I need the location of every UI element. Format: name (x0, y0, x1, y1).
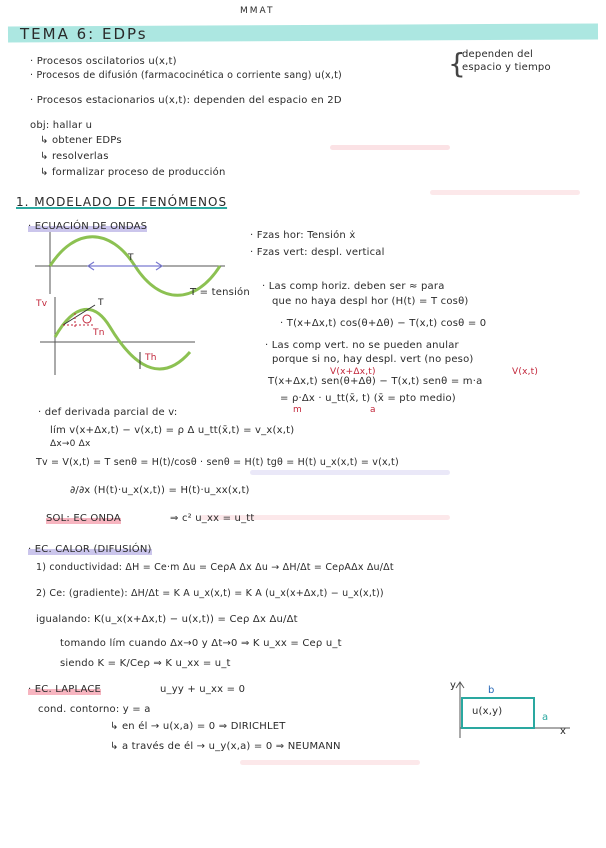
horizontal-components-2: que no haya despl hor (H(t) = T cosθ) (272, 296, 469, 307)
wave-solution-eq: ⇒ c² u_xx = u_tt (170, 513, 255, 524)
vertical-components-2: porque si no, hay despl. vert (no peso) (272, 354, 474, 365)
tension-figure-label-T: T (98, 298, 104, 308)
intro-sub-1: ↳ obtener EDPs (40, 135, 122, 146)
laplace-equation-label: · EC. LAPLACE (28, 684, 102, 695)
laplace-side-a: a (542, 712, 549, 723)
vertical-annotation-a: V(x+Δx,t) (330, 367, 376, 377)
bleed-through-stripe (330, 145, 450, 150)
wave-figure-label-T: T (128, 253, 134, 263)
boundary-neumann: ↳ a través de él → u_y(x,a) = 0 ⇒ NEUMANN (110, 741, 341, 752)
acceleration-marker: a (370, 405, 376, 415)
laplace-axis-y: y (450, 680, 457, 691)
vertical-components-1: · Las comp vert. no se pueden anular (265, 340, 459, 351)
intro-sub-3: ↳ formalizar proceso de producción (40, 167, 226, 178)
heat-step-1: 1) conductividad: ΔH = Ce·m Δu = CeρA Δx Δu → ΔH/Δt = CeρAΔx Δu/Δt (36, 562, 394, 573)
intro-line-oscillatory: · Procesos oscilatorios u(x,t) (30, 56, 177, 67)
heat-step-5: siendo K = K/Ceρ ⇒ K u_xx = u_t (60, 658, 231, 669)
tension-note: T = tensión (190, 287, 250, 298)
intro-line-stationary: · Procesos estacionarios u(x,t): dependen del espacio en 2D (30, 95, 342, 106)
bleed-through-stripe (240, 760, 420, 765)
intro-side-note-1: dependen del (462, 49, 534, 60)
laplace-equation: u_yy + u_xx = 0 (160, 684, 246, 695)
tension-figure-label-Th: Th (145, 353, 157, 363)
page-title: TEMA 6: EDPs (20, 25, 148, 43)
boundary-condition-intro: cond. contorno: y = a (38, 704, 151, 715)
tension-figure (35, 297, 200, 377)
header-tag: MMAT (240, 6, 275, 16)
vertical-balance-eq: T(x+Δx,t) sen(θ+Δθ) − T(x,t) senθ = m·a (268, 376, 483, 387)
partial-x-derivation: ∂/∂x (H(t)·u_x(x,t)) = H(t)·u_xx(x,t) (70, 485, 250, 496)
tension-figure-label-Tv: Tv (36, 299, 48, 309)
laplace-side-b: b (488, 685, 495, 696)
heat-step-2: 2) Ce: (gradiente): ΔH/Δt = K A u_x(x,t) = K A (u_x(x+Δx,t) − u_x(x,t)) (36, 588, 384, 599)
heat-step-4: tomando lím cuando Δx→0 y Δt→0 ⇒ K u_xx = Ceρ u_t (60, 638, 342, 649)
intro-sub-2: ↳ resolverlas (40, 151, 109, 162)
derivative-intro: · def derivada parcial de v: (38, 407, 178, 418)
intro-side-note-2: espacio y tiempo (462, 62, 551, 73)
laplace-box-label: u(x,y) (472, 706, 503, 717)
vertical-forces-note: · Fzas vert: despl. vertical (250, 247, 385, 258)
bleed-through-stripe (430, 190, 580, 195)
derivative-limit-sub: Δx→0 Δx (50, 439, 91, 449)
laplace-axis-x: x (560, 726, 567, 737)
heat-equation-label: · EC. CALOR (DIFUSIÓN) (28, 544, 152, 555)
intro-brace: { (448, 47, 467, 80)
horizontal-forces-note: · Fzas hor: Tensión ẋ (250, 230, 356, 241)
horizontal-components-1: · Las comp horiz. deben ser ≈ para (262, 281, 445, 292)
tv-derivation: Tv = V(x,t) = T senθ = H(t)/cosθ · senθ = H(t) tgθ = H(t) u_x(x,t) = v(x,t) (36, 457, 399, 468)
derivative-limit: lím v(x+Δx,t) − v(x,t) = ρ Δ u_tt(x̄,t) = v_x(x,t) (50, 425, 295, 436)
wave-solution-label: SOL: EC ONDA (46, 513, 121, 524)
vertical-annotation-b: V(x,t) (512, 367, 539, 377)
boundary-dirichlet: ↳ en él → u(x,a) = 0 ⇒ DIRICHLET (110, 721, 286, 732)
vertical-mass-eq: = ρ·Δx · u_tt(x̄, t) (x̄ = pto medio) (280, 393, 456, 404)
intro-objective: obj: hallar u (30, 120, 93, 131)
mass-marker: m (293, 405, 302, 415)
horizontal-components-eq: · T(x+Δx,t) cos(θ+Δθ) − T(x,t) cosθ = 0 (280, 318, 487, 329)
heat-step-3: igualando: K(u_x(x+Δx,t) − u(x,t)) = Ceρ Δx Δu/Δt (36, 614, 298, 625)
section-title: 1. MODELADO DE FENÓMENOS (16, 195, 228, 209)
tension-figure-label-Tn: Tn (93, 328, 105, 338)
bleed-through-stripe (250, 470, 450, 475)
laplace-region-figure (440, 680, 580, 740)
wave-equation-label: · ECUACIÓN DE ONDAS (28, 221, 148, 232)
intro-line-diffusion: · Procesos de difusión (farmacocinética o corriente sang) u(x,t) (30, 70, 342, 81)
